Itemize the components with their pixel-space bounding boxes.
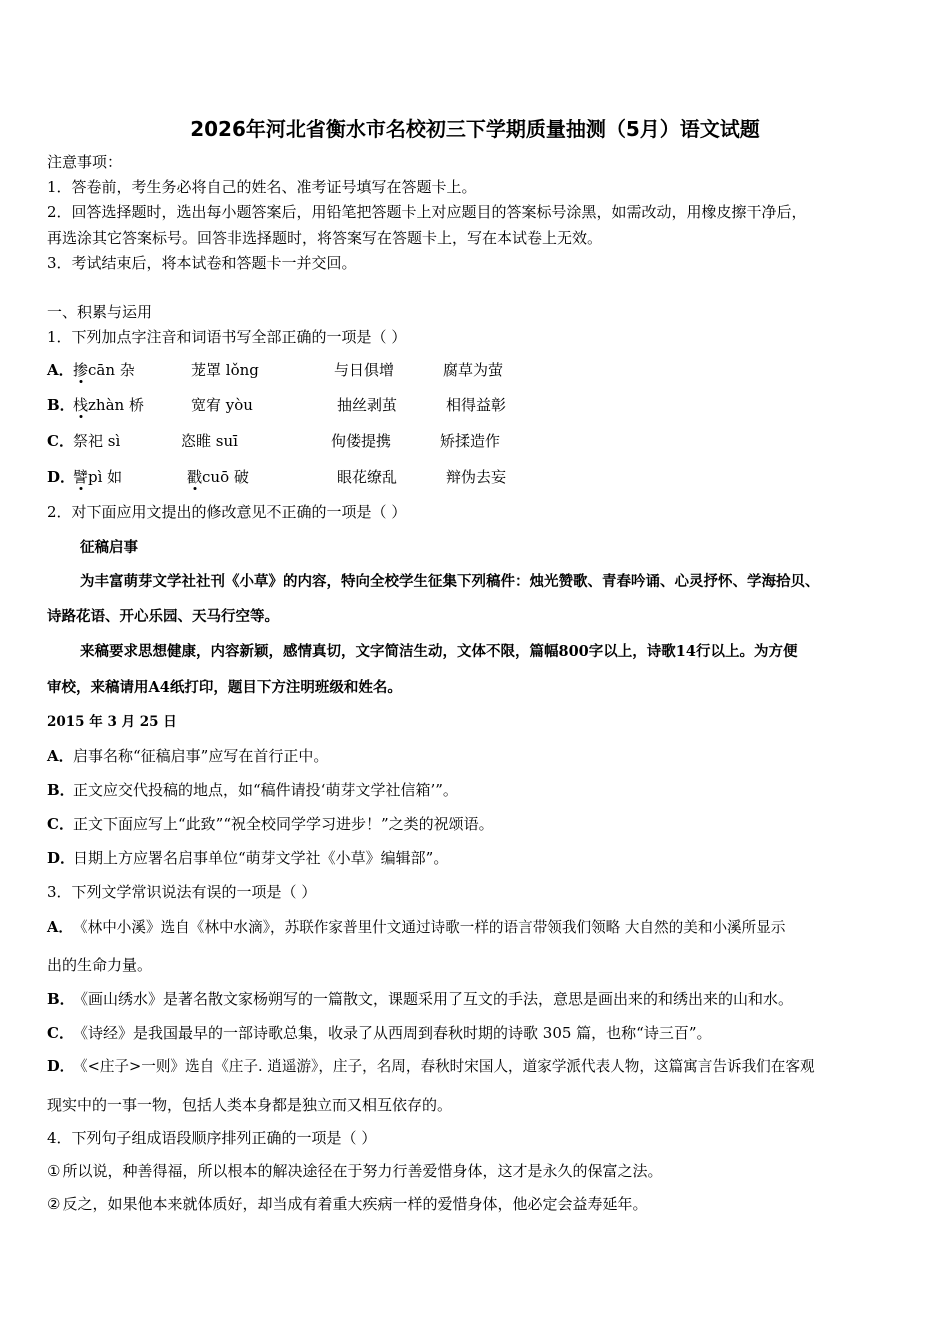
q2-stem: 2．对下面应用文提出的修改意见不正确的一项是（ ） — [47, 503, 407, 521]
dotted-char: 譬 — [73, 468, 89, 486]
q2-para1-line2: 诗路花语、开心乐园、天马行空等。 — [47, 608, 279, 625]
q2-option-c — [47, 814, 494, 834]
q1-option-a — [47, 360, 135, 380]
q3-option-a — [47, 918, 785, 938]
q3-option-d — [47, 1057, 815, 1077]
q1-option-a-word3: 与日俱增 — [334, 361, 395, 379]
option-text: 启事名称“征稿启事”应写在首行正中。 — [73, 747, 329, 765]
option-letter: B． — [47, 990, 75, 1008]
q3-option-a-cont: 出的生命力量。 — [47, 956, 153, 974]
q1-option-a-word2 — [191, 360, 259, 380]
option-text: 《画山绣水》是著名散文家杨朔写的一篇散文，课题采用了互文的手法，意思是画出来的和绣出来的山和水。 — [73, 990, 794, 1008]
q1-option-d — [47, 467, 122, 487]
q1-option-c — [47, 431, 120, 451]
q1-option-b-word2 — [191, 395, 253, 415]
page-title: 2026年河北省衡水市名校初三下学期质量抽测（5月）语文试题 — [190, 117, 760, 141]
option-text: 日期上方应署名启事单位“萌芽文学社《小草》编辑部”。 — [73, 849, 449, 867]
q1-option-d-word3: 眼花缭乱 — [337, 468, 398, 486]
q1-stem: 1．下列加点字注音和词语书写全部正确的一项是（ ） — [47, 328, 407, 346]
q2-option-a — [47, 746, 328, 766]
q3-option-b — [47, 989, 793, 1009]
option-text: 正文应交代投稿的地点，如“稿件请投‘萌芽文学社信箱’”。 — [73, 781, 458, 799]
pinyin: lǒng — [225, 361, 259, 379]
sentence-number: ① — [47, 1162, 61, 1180]
pinyin: sì — [107, 432, 121, 450]
option-letter: D． — [47, 849, 76, 867]
option-letter: D． — [47, 468, 76, 486]
pinyin: yòu — [225, 396, 253, 414]
word: 宽宥 — [191, 396, 222, 414]
option-letter: C． — [47, 432, 74, 450]
dotted-char: 戳 — [187, 468, 203, 486]
sentence-number: ② — [47, 1195, 61, 1213]
option-letter: A． — [47, 919, 73, 936]
q1-option-b-word4: 相得益彰 — [446, 396, 507, 414]
q1-option-b — [47, 395, 144, 415]
q2-option-b — [47, 780, 458, 800]
notice-item-2: 2．回答选择题时，选出每小题答案后，用铅笔把答题卡上对应题目的答案标号涂黑，如需改动，用橡皮擦干净后， — [47, 203, 807, 221]
option-text: 《林中小溪》选自《林中水滴》，苏联作家普里什文通过诗歌一样的语言带领我们领略 大自然的美和小溪所显示 — [73, 919, 786, 936]
word: 祭祀 — [73, 432, 104, 450]
q1-option-c-word4: 矫揉造作 — [440, 432, 501, 450]
q2-option-d — [47, 848, 448, 868]
q3-stem: 3．下列文学常识说法有误的一项是（ ） — [47, 883, 317, 901]
pinyin: cān 杂 — [88, 361, 135, 379]
q1-option-d-word2 — [187, 467, 249, 487]
q2-para2-line2: 审校，来稿请用A4纸打印，题目下方注明班级和姓名。 — [47, 679, 402, 696]
option-letter: B． — [47, 781, 75, 799]
option-letter: A． — [47, 361, 74, 379]
q1-option-b-word3: 抽丝剥茧 — [337, 396, 398, 414]
option-text: 《<庄子>一则》选自《庄子. 逍遥游》，庄子，名周，春秋时宋国人，道家学派代表人物，这篇寓言告诉我们在客观 — [73, 1058, 815, 1075]
q2-para1-line1: 为丰富萌芽文学社社刊《小草》的内容，特向全校学生征集下列稿件：烛光赞歌、青春吟诵、心灵抒怀、学海拾贝、 — [80, 573, 820, 590]
q2-notice-title: 征稿启事 — [80, 539, 138, 556]
option-letter: B． — [47, 396, 75, 414]
sentence-text: 所以说，种善得福，所以根本的解决途径在于努力行善爱惜身体，这才是永久的保富之法。 — [62, 1162, 663, 1180]
q4-sentence-1 — [47, 1161, 662, 1181]
q1-option-d-word4: 辩伪去妄 — [446, 468, 507, 486]
section-heading: 一、积累与运用 — [47, 303, 153, 321]
notice-item-1: 1．答卷前，考生务必将自己的姓名、准考证号填写在答题卡上。 — [47, 178, 477, 196]
sentence-text: 反之，如果他本来就体质好，却当成有着重大疾病一样的爱惜身体，他必定会益寿延年。 — [62, 1195, 648, 1213]
word: 恣睢 — [181, 432, 212, 450]
pinyin: suī — [215, 432, 238, 450]
dotted-char: 栈 — [73, 396, 89, 414]
option-text: 正文下面应写上“此致”“祝全校同学学习进步！”之类的祝颂语。 — [73, 815, 494, 833]
option-text: 《诗经》是我国最早的一部诗歌总集，收录了从西周到春秋时期的诗歌 305 篇，也称“诗三百”。 — [73, 1024, 712, 1042]
pinyin: pì 如 — [88, 468, 123, 486]
q2-date: 2015 年 3 月 25 日 — [47, 714, 177, 730]
q2-para2-line1: 来稿要求思想健康，内容新颖，感情真切，文字简洁生动，文体不限，篇幅800字以上，诗歌14行以上。为方便 — [80, 643, 798, 660]
pinyin: cuō 破 — [202, 468, 249, 486]
option-letter: C． — [47, 815, 74, 833]
option-letter: D． — [47, 1058, 75, 1075]
q3-option-d-cont: 现实中的一事一物，包括人类本身都是独立而又相互依存的。 — [47, 1096, 453, 1114]
option-letter: A． — [47, 747, 74, 765]
pinyin: zhàn 桥 — [88, 396, 144, 414]
q4-stem: 4．下列句子组成语段顺序排列正确的一项是（ ） — [47, 1129, 377, 1147]
notice-item-2-cont: 再选涂其它答案标号。回答非选择题时，将答案写在答题卡上，写在本试卷上无效。 — [47, 229, 603, 247]
notice-heading: 注意事项： — [47, 153, 123, 171]
word: 茏罩 — [191, 361, 222, 379]
q1-option-c-word2 — [181, 431, 238, 451]
q3-option-c — [47, 1023, 712, 1043]
notice-item-3: 3．考试结束后，将本试卷和答题卡一并交回。 — [47, 254, 357, 272]
q4-sentence-2 — [47, 1194, 647, 1214]
q1-option-a-word4: 腐草为萤 — [443, 361, 504, 379]
dotted-char: 掺 — [73, 361, 89, 379]
q1-option-c-word3: 佝偻提携 — [331, 432, 392, 450]
option-letter: C． — [47, 1024, 74, 1042]
